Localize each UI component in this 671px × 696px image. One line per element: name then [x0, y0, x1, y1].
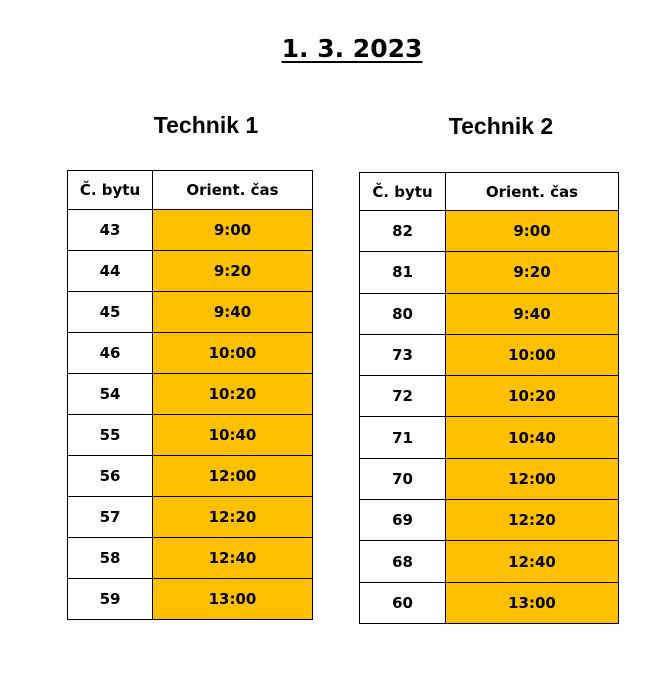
table-row [360, 293, 619, 334]
time-cell: 12:20 [446, 500, 619, 541]
unit-number-cell: 68 [360, 541, 446, 582]
table-row [68, 456, 313, 497]
time-cell: 12:00 [446, 458, 619, 499]
table-header-row [68, 171, 313, 210]
table-row [360, 334, 619, 375]
table-row [68, 374, 313, 415]
table-row [68, 415, 313, 456]
time-cell: 9:20 [446, 252, 619, 293]
unit-number-cell: 59 [68, 579, 153, 620]
table-row [68, 292, 313, 333]
time-cell: 10:40 [446, 417, 619, 458]
unit-number-cell: 55 [68, 415, 153, 456]
table-row [360, 211, 619, 252]
date-title: 1. 3. 2023 [281, 34, 423, 63]
unit-column-header: Č. bytu [68, 171, 153, 210]
unit-number-cell: 46 [68, 333, 153, 374]
time-cell: 10:40 [153, 415, 313, 456]
unit-number-cell: 73 [360, 334, 446, 375]
table-row [360, 252, 619, 293]
unit-number-cell: 80 [360, 293, 446, 334]
time-cell: 9:00 [153, 210, 313, 251]
unit-number-cell: 72 [360, 376, 446, 417]
time-cell: 10:00 [446, 334, 619, 375]
unit-number-cell: 70 [360, 458, 446, 499]
table-row [68, 251, 313, 292]
technician-2-heading: Technik 2 [448, 113, 554, 139]
table-header-row [360, 173, 619, 211]
time-cell: 10:20 [153, 374, 313, 415]
table-row [68, 210, 313, 251]
time-cell: 12:40 [153, 538, 313, 579]
time-column-header: Orient. čas [446, 173, 619, 211]
unit-number-cell: 58 [68, 538, 153, 579]
table-row [68, 579, 313, 620]
table-row [360, 500, 619, 541]
time-cell: 13:00 [153, 579, 313, 620]
unit-number-cell: 69 [360, 500, 446, 541]
time-cell: 10:00 [153, 333, 313, 374]
technician-2-schedule-table [359, 172, 619, 624]
table-row [360, 376, 619, 417]
table-row [360, 458, 619, 499]
time-cell: 9:40 [446, 293, 619, 334]
time-cell: 10:20 [446, 376, 619, 417]
time-cell: 9:40 [153, 292, 313, 333]
table-row [360, 541, 619, 582]
table-row [360, 582, 619, 623]
unit-number-cell: 81 [360, 252, 446, 293]
table-row [68, 333, 313, 374]
unit-number-cell: 45 [68, 292, 153, 333]
table-row [68, 538, 313, 579]
unit-number-cell: 54 [68, 374, 153, 415]
technician-1-heading: Technik 1 [153, 112, 259, 138]
unit-number-cell: 82 [360, 211, 446, 252]
unit-number-cell: 60 [360, 582, 446, 623]
time-cell: 13:00 [446, 582, 619, 623]
unit-number-cell: 57 [68, 497, 153, 538]
unit-column-header: Č. bytu [360, 173, 446, 211]
time-cell: 9:20 [153, 251, 313, 292]
unit-number-cell: 44 [68, 251, 153, 292]
unit-number-cell: 43 [68, 210, 153, 251]
unit-number-cell: 56 [68, 456, 153, 497]
time-column-header: Orient. čas [153, 171, 313, 210]
unit-number-cell: 71 [360, 417, 446, 458]
time-cell: 12:20 [153, 497, 313, 538]
time-cell: 12:00 [153, 456, 313, 497]
table-row [360, 417, 619, 458]
technician-1-schedule-table [67, 170, 313, 620]
table-row [68, 497, 313, 538]
time-cell: 9:00 [446, 211, 619, 252]
time-cell: 12:40 [446, 541, 619, 582]
